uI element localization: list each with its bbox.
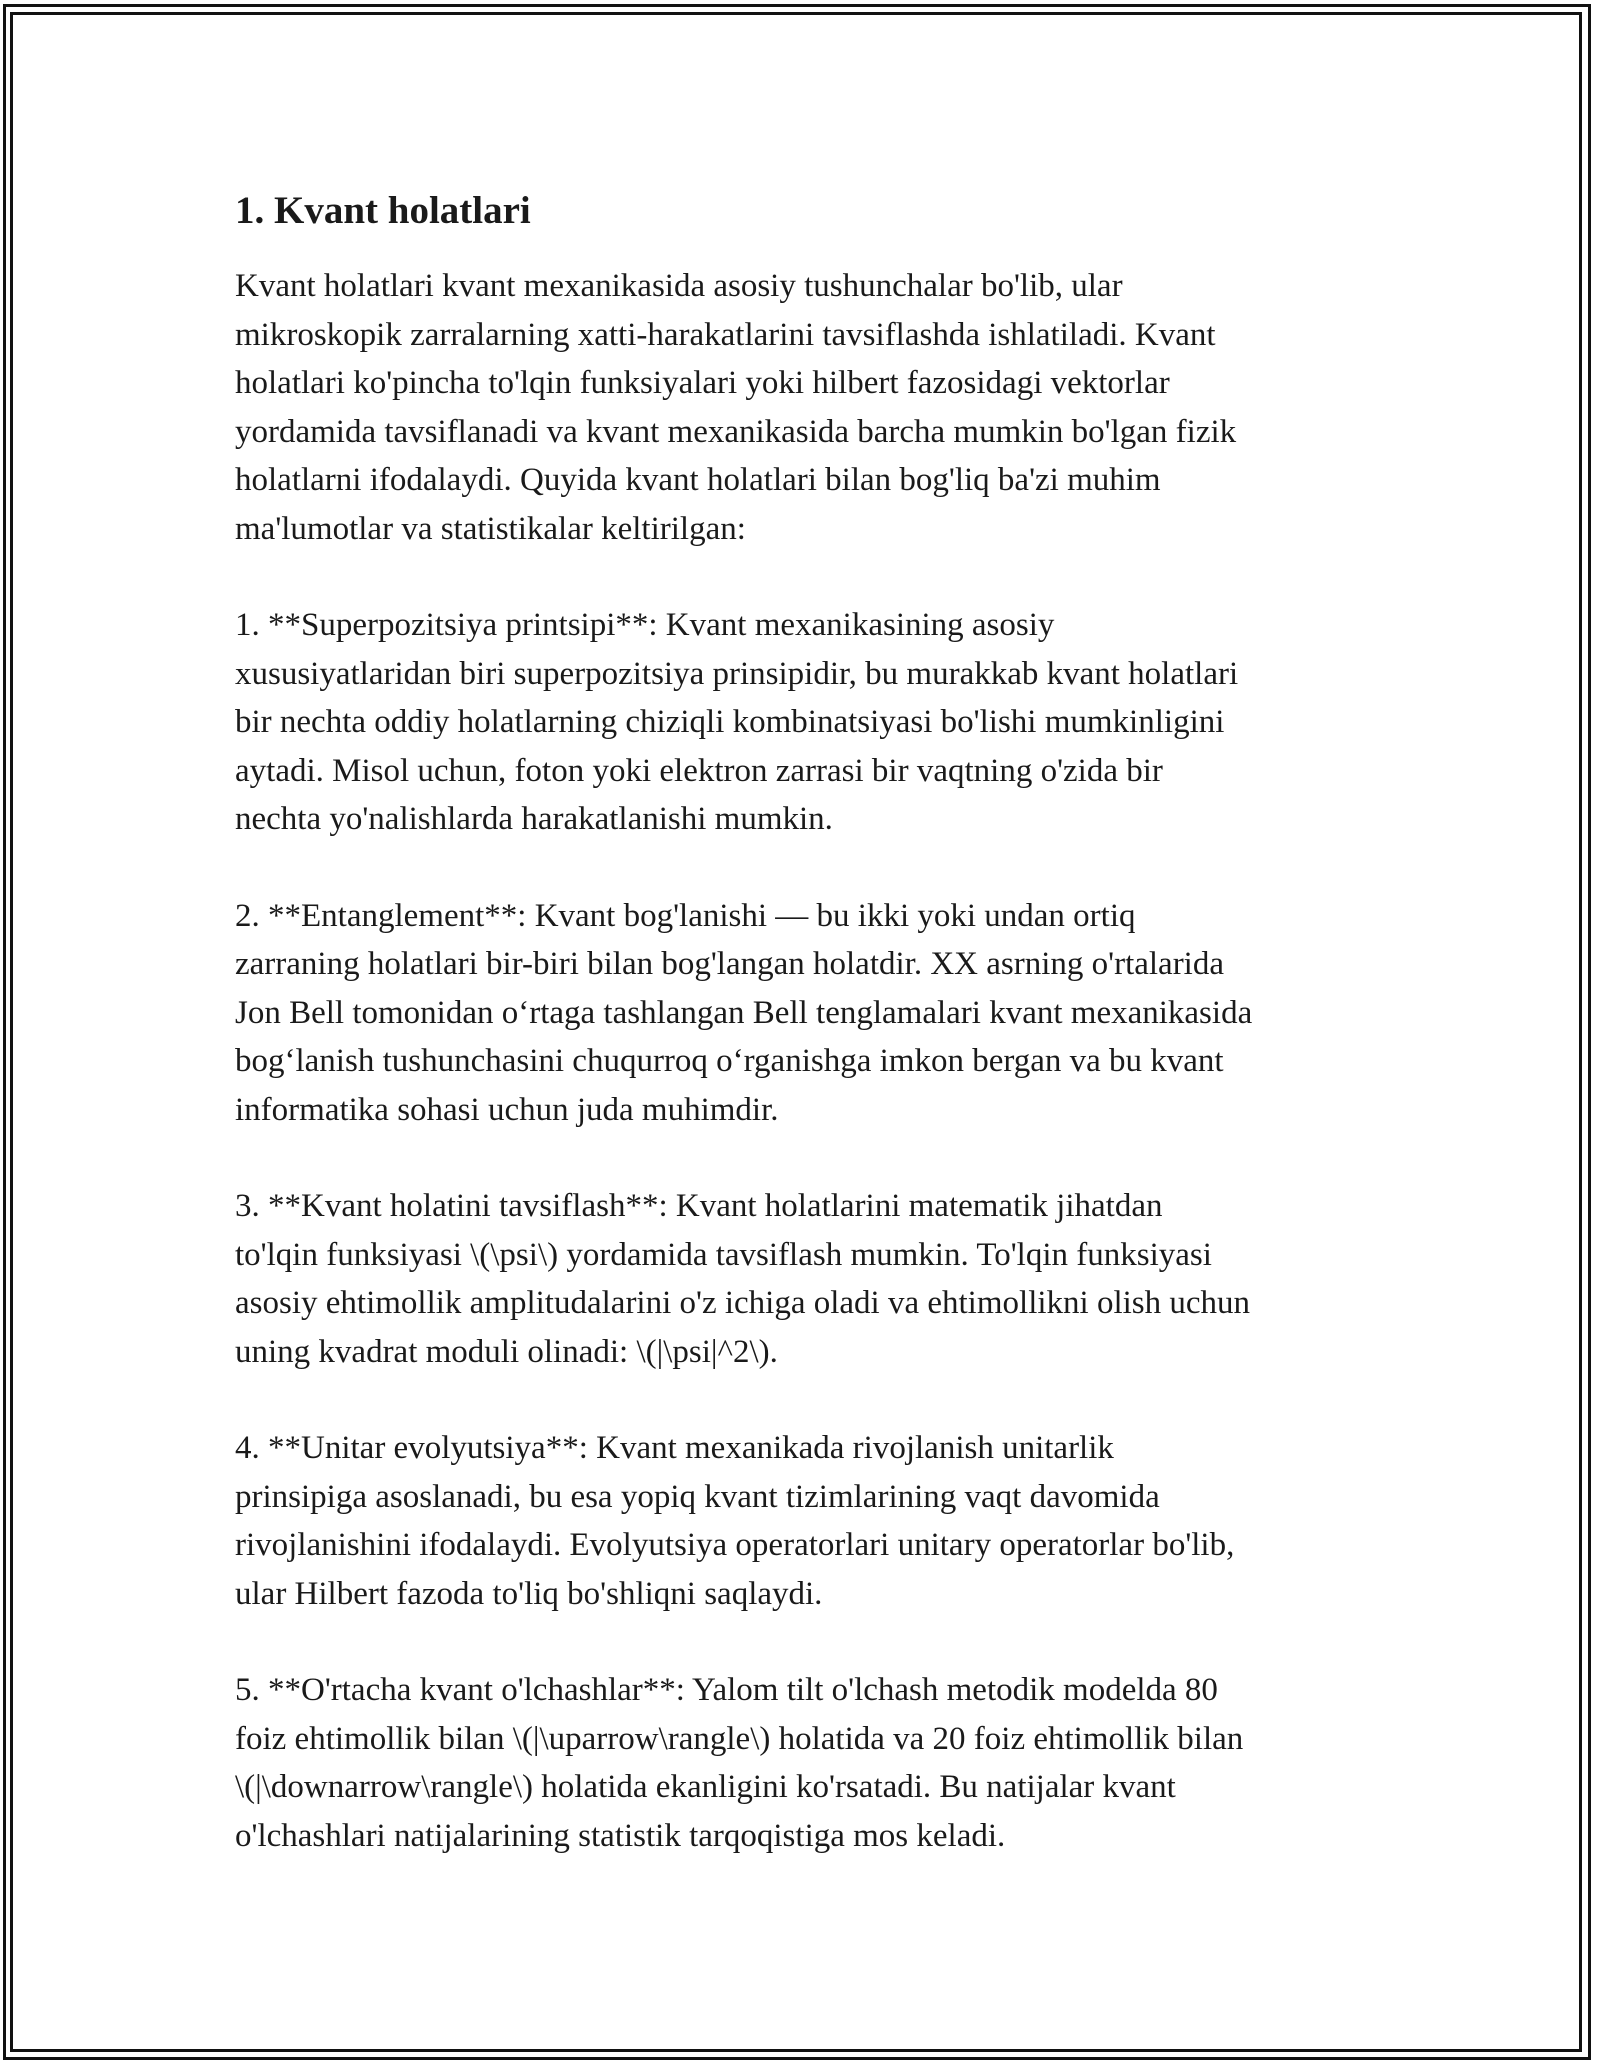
intro-paragraph: Kvant holatlari kvant mexanikasida asosiy tushunchalar bo'lib, ular mikroskopik zarralarning xatti-harakatlarini tavsiflashda ishlatiladi. Kvant holatlari ko'pincha to'lqin funksiyalari yoki hilbert fazosidagi vektorlar yordamida tavsiflanadi va kvant mexanikasida barcha mumkin bo'lgan fizik holatlarni ifodalaydi. Quyida kvant holatlari bilan bog'liq ba'zi muhim ma'lumotlar va statistikalar keltirilgan:: [235, 268, 1237, 547]
list-item-entanglement: 2. **Entanglement**: Kvant bog'lanishi — bu ikki yoki undan ortiq zarraning holatlari bir-biri bilan bog'langan holatdir. XX asrning o'rtalarida Jon Bell tomonidan oʻrtaga tashlangan Bell tenglamalari kvant mexanikasida bogʻlanish tushunchasini chuqurroq oʻrganishga imkon bergan va bu kvant informatika sohasi uchun juda muhimdir.: [235, 897, 1253, 1128]
list-item-state-description: 3. **Kvant holatini tavsiflash**: Kvant holatlarini matematik jihatdan to'lqin funksiyasi \(\psi\) yordamida tavsiflash mumkin. To'lqin funksiyasi asosiy ehtimollik amplitudalarini o'z ichiga oladi va ehtimollikni olish uchun uning kvadrat moduli olinadi: \(|\psi|^2\).: [235, 1188, 1251, 1370]
document-body: [235, 186, 1375, 1860]
section-title: 1. Kvant holatlari: [235, 189, 531, 232]
list-item-measurements: 5. **O'rtacha kvant o'lchashlar**: Yalom tilt o'lchash metodik modelda 80 foiz ehtimollik bilan \(|\uparrow\rangle\) holatida va 20 foiz ehtimollik bilan \(|\downarrow\rangle\) holatida ekanligini ko'rsatadi. Bu natijalar kvant o'lchashlari natijalarining statistik tarqoqistiga mos keladi.: [235, 1672, 1244, 1854]
list-item-unitary-evolution: 4. **Unitar evolyutsiya**: Kvant mexanikada rivojlanish unitarlik prinsipiga asoslanadi, bu esa yopiq kvant tizimlarining vaqt davomida rivojlanishini ifodalaydi. Evolyutsiya operatorlari unitary operatorlar bo'lib, ular Hilbert fazoda to'liq bo'shliqni saqlaydi.: [235, 1430, 1235, 1612]
list-item-superposition: 1. **Superpozitsiya printsipi**: Kvant mexanikasining asosiy xususiyatlaridan biri superpozitsiya prinsipidir, bu murakkab kvant holatlari bir nechta oddiy holatlarning chiziqli kombinatsiyasi bo'lishi mumkinligini aytadi. Misol uchun, foton yoki elektron zarrasi bir vaqtning o'zida bir nechta yo'nalishlarda harakatlanishi mumkin.: [235, 607, 1239, 837]
